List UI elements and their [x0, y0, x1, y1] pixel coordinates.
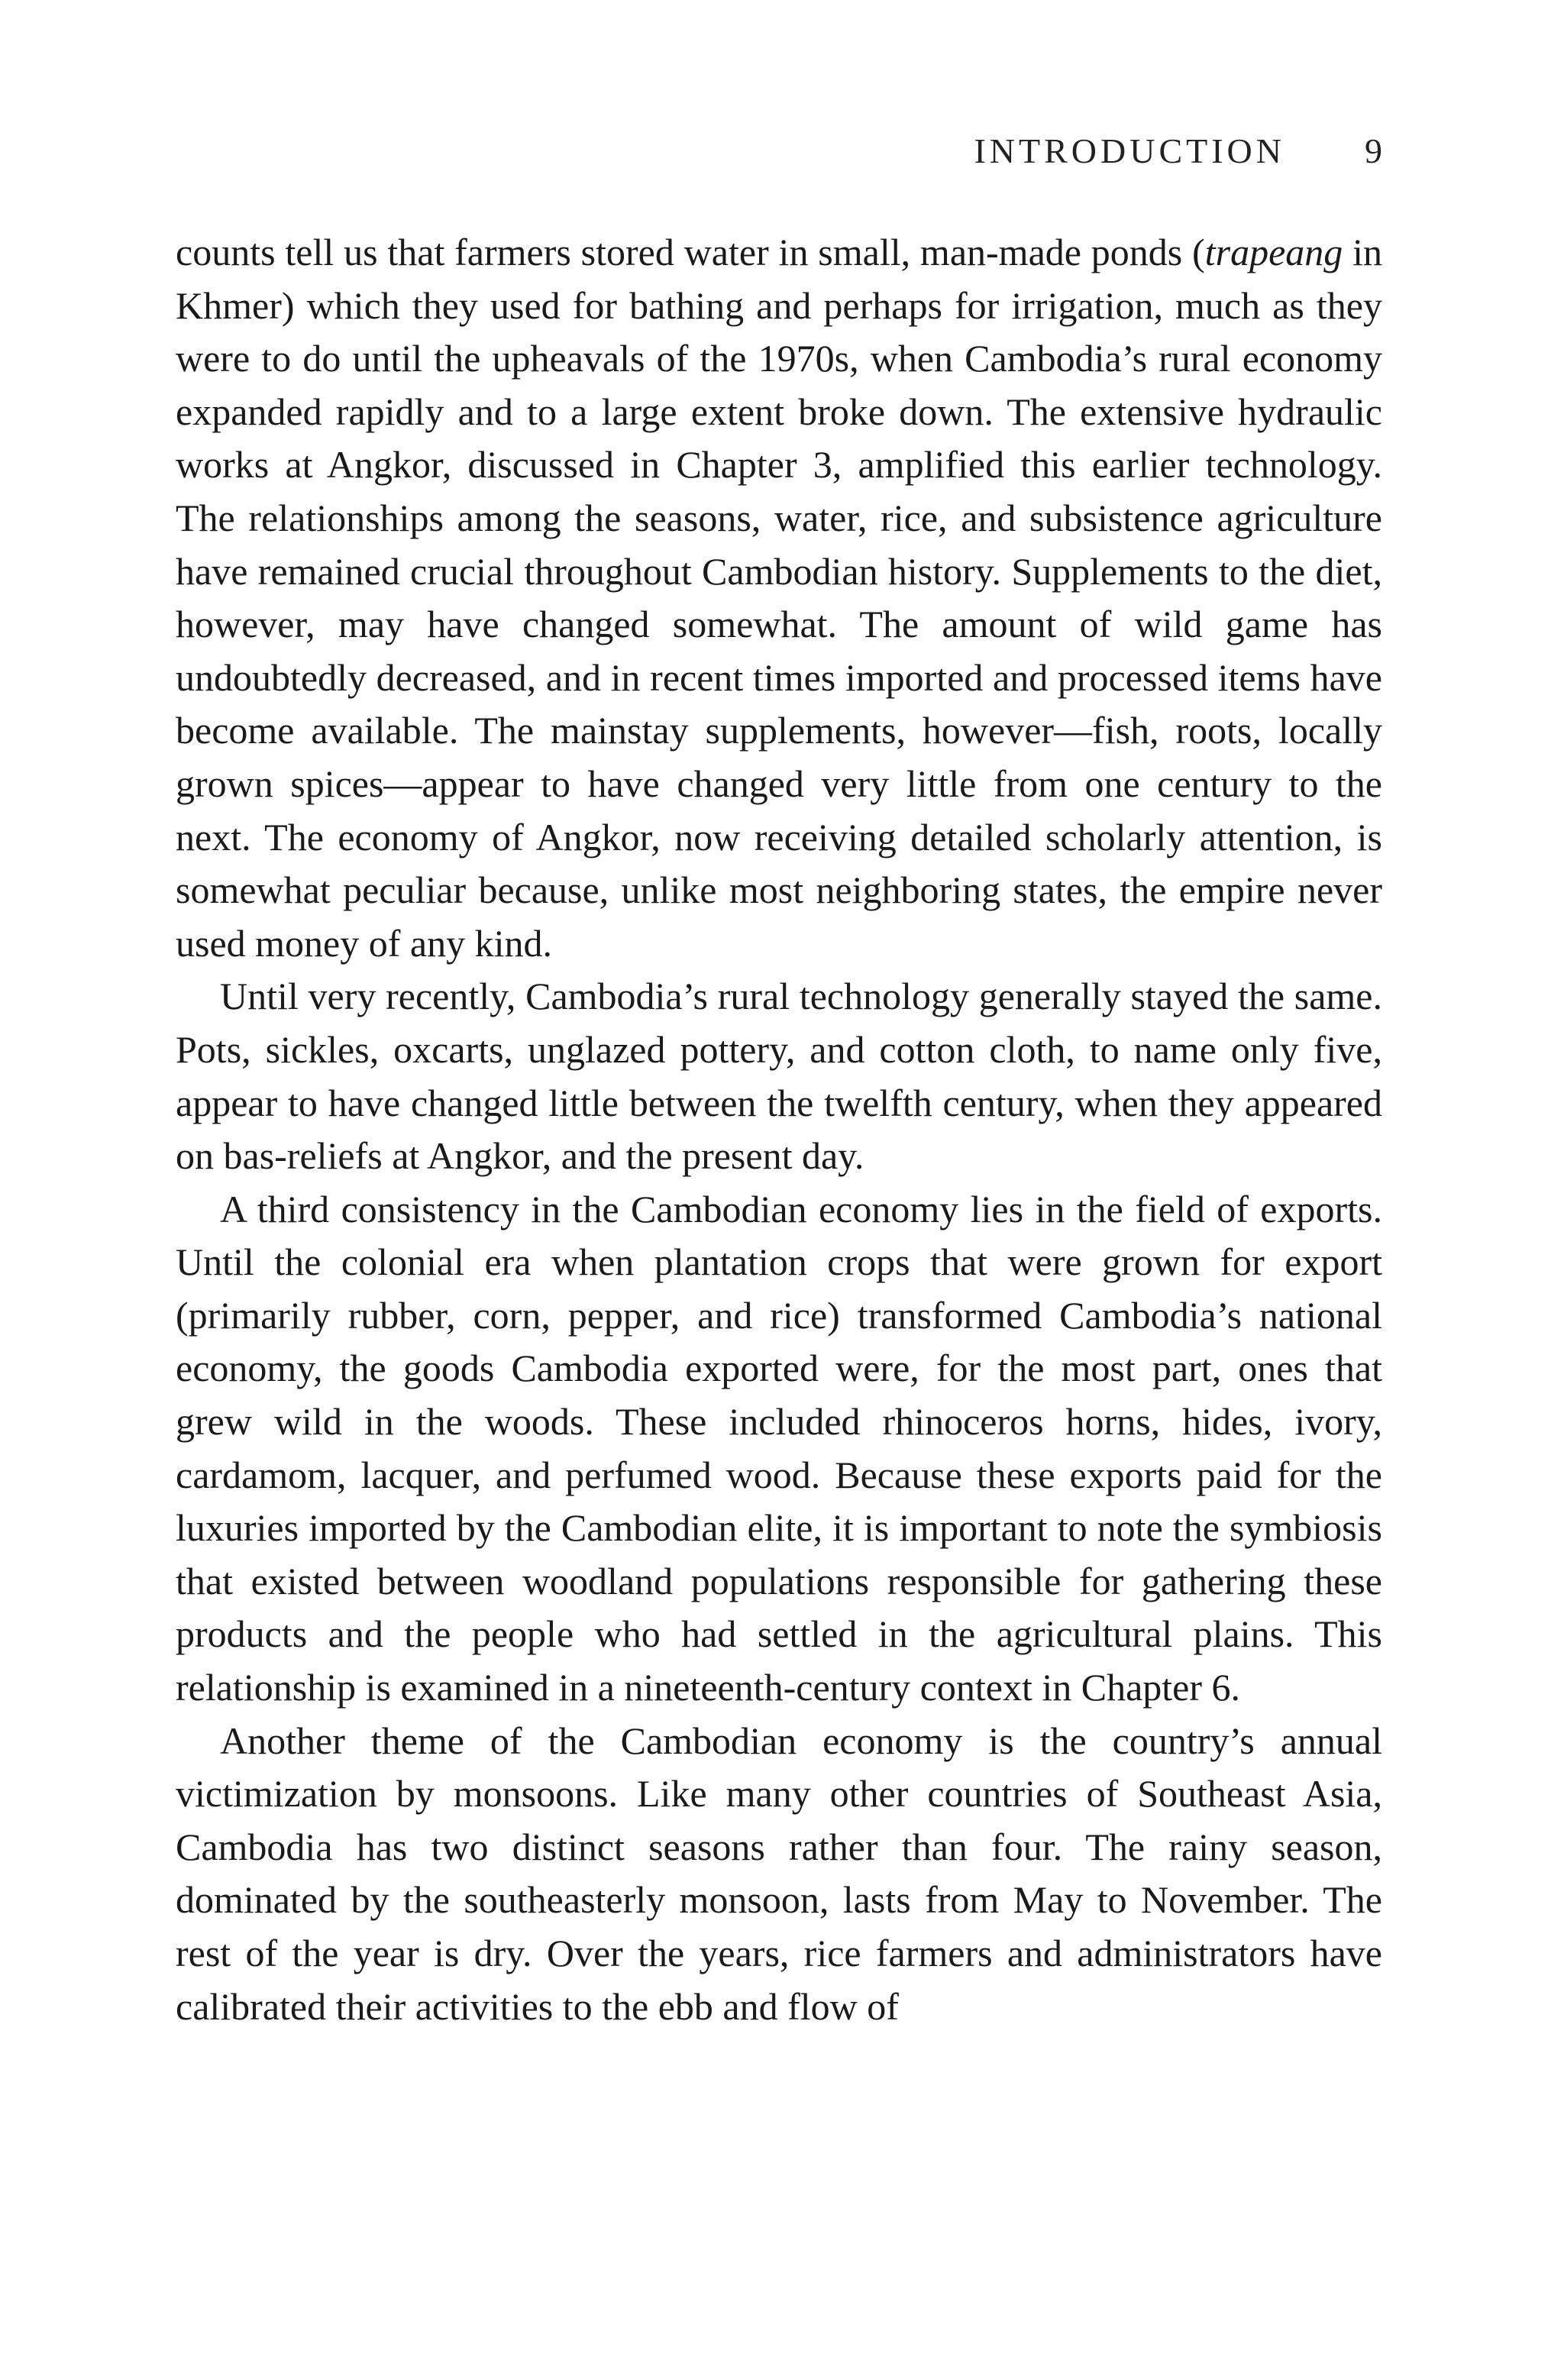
- running-head: [176, 128, 1382, 174]
- body-text: [176, 226, 1382, 2033]
- paragraph: Until very recently, Cambodia’s rural technology generally stayed the same. Pots, sickles, oxcarts, unglazed pottery, and cotton cloth, to name only five, appear to have changed little between the twelfth century, when they appeared on bas-reliefs at Angkor, and the present day.: [176, 975, 1382, 1178]
- paragraph: A third consistency in the Cambodian economy lies in the field of exports. Until the colonial era when plantation crops that were grown for export (primarily rubber, corn, pepper, and rice) transformed Cambodia’s national economy, the goods Cambodia exported were, for the most part, ones that grew wild in the woods. These included rhinoceros horns, hides, ivory, cardamom, lacquer, and perfumed wood. Because these exports paid for the luxuries imported by the Cambodian elite, it is important to note the symbiosis that existed between woodland populations responsible for gathering these products and the people who had settled in the agricultural plains. This relationship is examined in a nineteenth-century context in Chapter 6.: [176, 1187, 1382, 1709]
- paragraph: Another theme of the Cambodian economy is the country’s annual victimization by monsoons. Like many other countries of Southeast Asia, Cambodia has two distinct seasons rather than four. The rainy season, dominated by the southeasterly monsoon, lasts from May to November. The rest of the year is dry. Over the years, rice farmers and administrators have calibrated their activities to the ebb and flow of: [176, 1719, 1382, 2028]
- paragraph-text: counts tell us that farmers stored water in small, man-made ponds (: [176, 231, 1205, 273]
- khmer-term: trapeang: [1204, 231, 1343, 273]
- chapter-title: INTRODUCTION: [974, 131, 1285, 170]
- page-number: 9: [1365, 131, 1382, 170]
- paragraph: [176, 226, 1382, 970]
- paragraph-text: in Khmer) which they used for bathing and perhaps for irrigation, much as they were to do until the upheavals of the 1970s, when Cambodia’s rural economy expanded rapidly and to a large extent broke down. The extensive hydraulic works at Angkor, discussed in Chapter 3, amplified this earlier technology. The relationships among the seasons, water, rice, and subsistence agriculture have remained crucial throughout Cambodian history. Supplements to the diet, however, may have changed somewhat. The amount of wild game has undoubtedly decreased, and in recent times imported and processed items have become available. The mainstay supplements, however—fish, roots, locally grown spices—appear to have changed very little from one century to the next. The economy of Angkor, now receiving detailed scholarly attention, is somewhat peculiar because, unlike most neighboring states, the empire never used money of any kind.: [176, 231, 1382, 965]
